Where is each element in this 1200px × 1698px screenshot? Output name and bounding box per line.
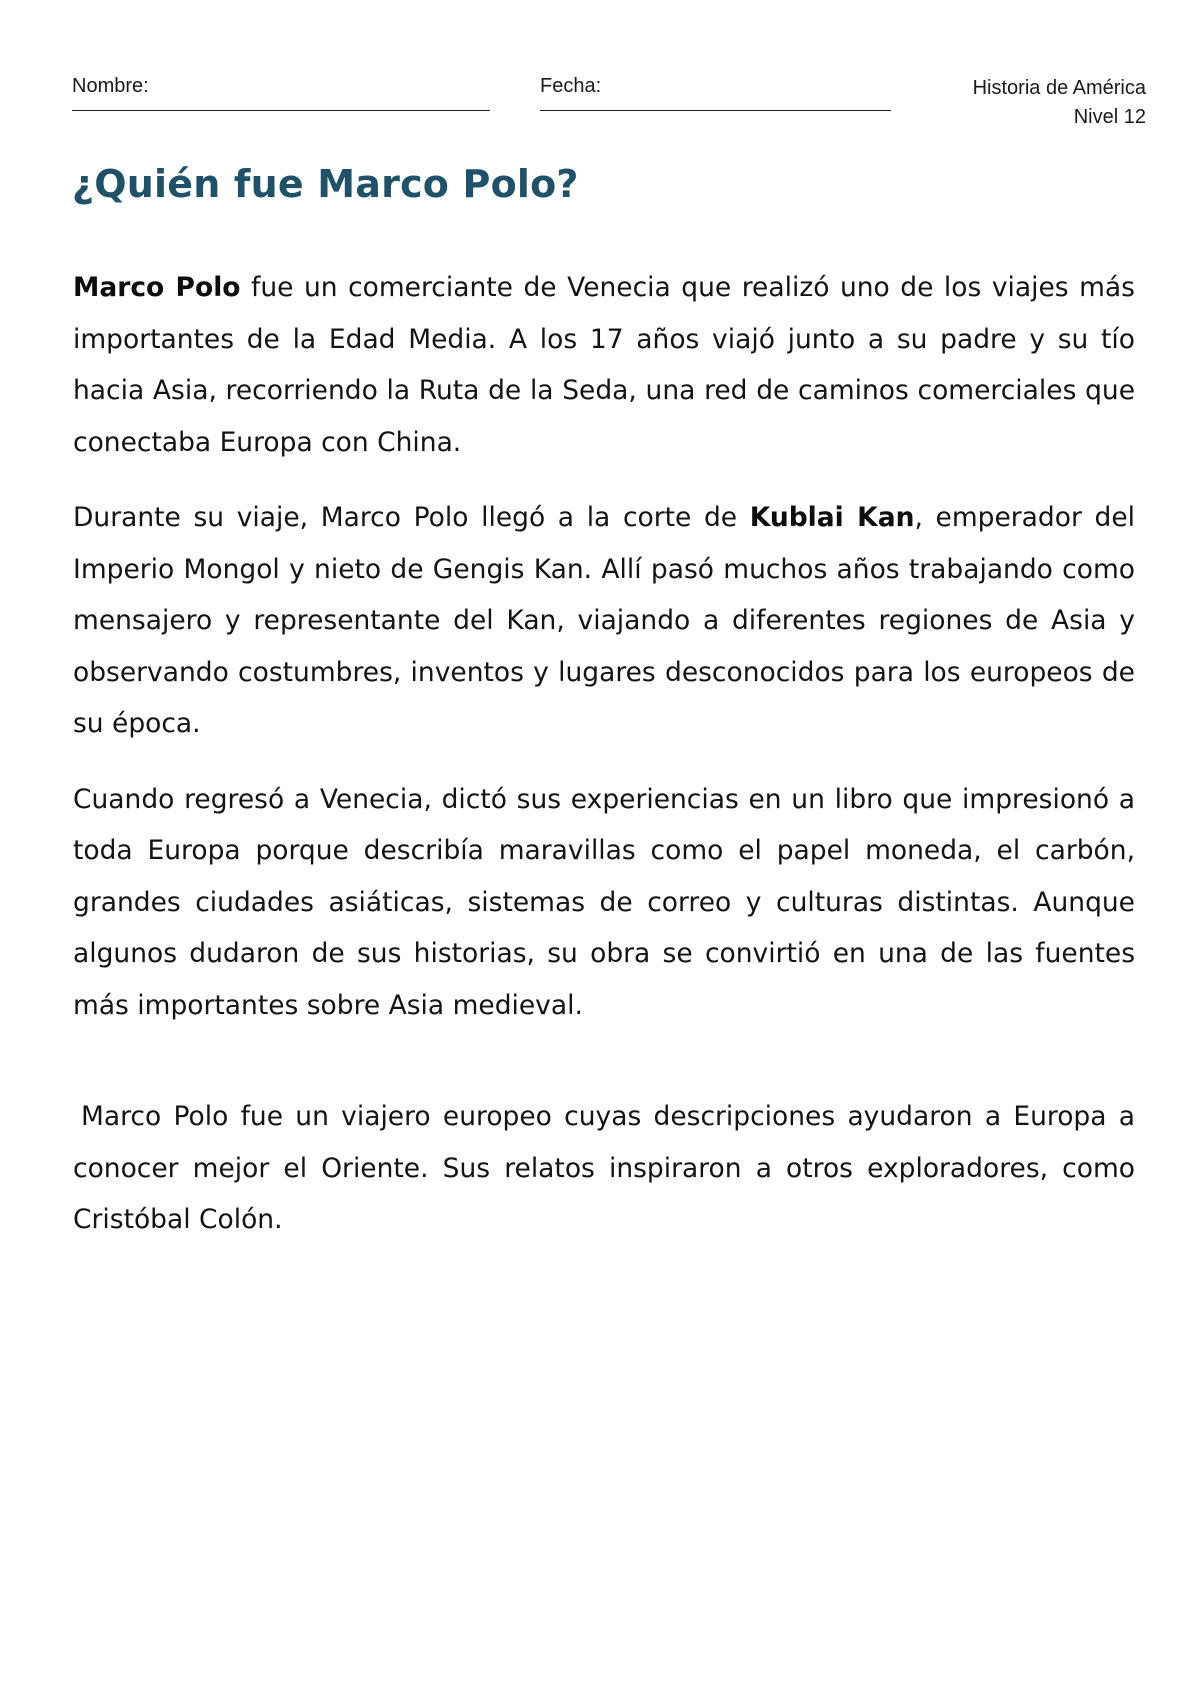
- bold-kublai-kan: Kublai Kan: [749, 502, 915, 533]
- name-field: [72, 74, 490, 111]
- bold-marco-polo: Marco Polo: [73, 272, 241, 303]
- name-blank-line: [72, 110, 490, 111]
- date-blank-line: [540, 110, 891, 111]
- paragraph-journey-after: , emperador del Imperio Mongol y nieto de Gengis Kan. Allí pasó muchos años trabajando como mensajero y representante del Kan, viajando a diferentes regiones de Asia y observando costumbres, inventos y lugares desconocidos para los europeos de su época.: [73, 502, 1135, 739]
- date-field: [540, 74, 891, 111]
- date-label: Fecha:: [540, 75, 602, 97]
- paragraph-intro-text: fue un comerciante de Venecia que realizó uno de los viajes más importantes de la Edad Media. A los 17 años viajó junto a su padre y su tío hacia Asia, recorriendo la Ruta de la Seda, una red de caminos comerciales que conectaba Europa con China.: [73, 272, 1135, 458]
- article-body: [73, 262, 1135, 1270]
- paragraph-return: Cuando regresó a Venecia, dictó sus experiencias en un libro que impresionó a toda Europa porque describía maravillas como el papel moneda, el carbón, grandes ciudades asiáticas, sistemas de correo y culturas distintas. Aunque algunos dudaron de sus historias, su obra se convirtió en una de las fuentes más importantes sobre Asia medieval.: [73, 783, 1135, 1021]
- page-title: ¿Quién fue Marco Polo?: [72, 162, 579, 206]
- worksheet-header: [72, 74, 1146, 134]
- level-label: Nivel 12: [1073, 106, 1146, 128]
- paragraph-journey: [73, 492, 1135, 750]
- name-label: Nombre:: [72, 75, 149, 97]
- course-info: [973, 74, 1146, 132]
- subject-label: Historia de América: [972, 77, 1146, 99]
- paragraph-conclusion: Marco Polo fue un viajero europeo cuyas descripciones ayudaron a Europa a conocer mejor el Oriente. Sus relatos inspiraron a otros exploradores, como Cristóbal Colón.: [73, 1101, 1135, 1235]
- paragraph-journey-before: Durante su viaje, Marco Polo llegó a la corte de: [73, 502, 750, 533]
- paragraph-intro: [73, 262, 1135, 468]
